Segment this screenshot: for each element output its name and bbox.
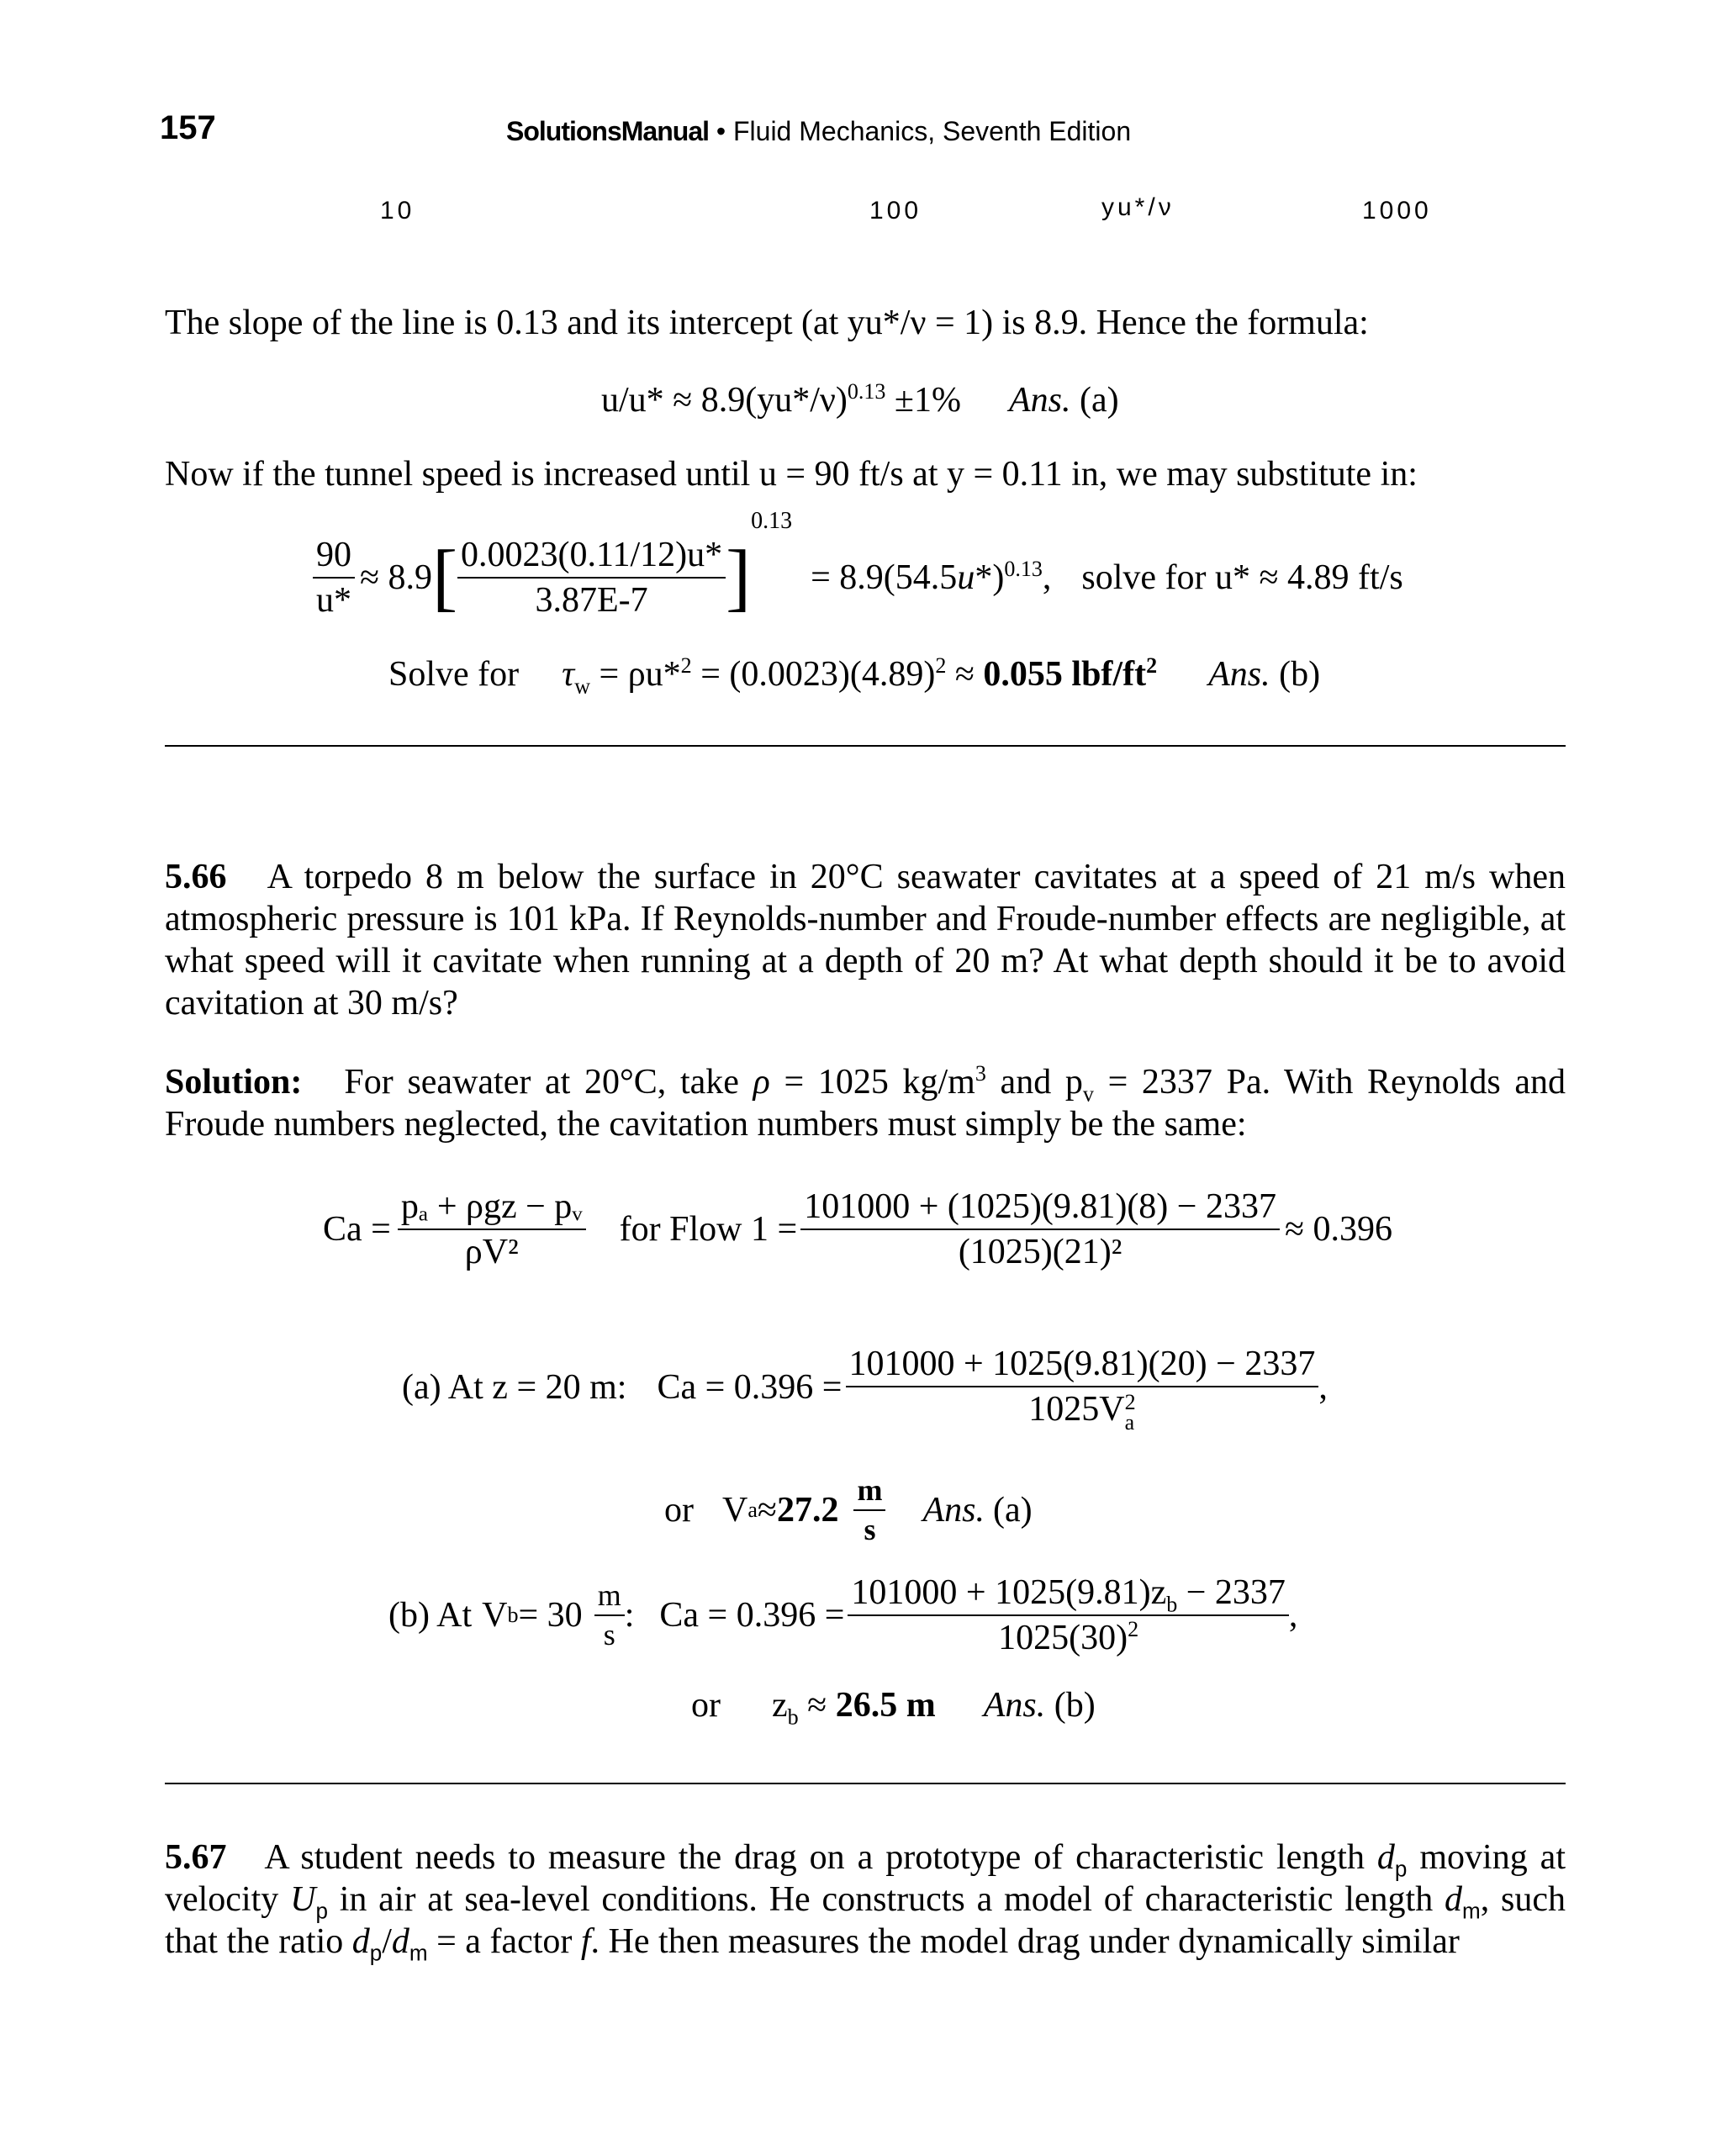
va-approx: ≈ xyxy=(757,1491,777,1530)
zb-approx: ≈ xyxy=(798,1686,836,1725)
running-header xyxy=(506,116,1131,147)
tau-line xyxy=(388,653,1321,699)
eq2-mid-exp: 0.13 xyxy=(1004,556,1043,581)
formula-line xyxy=(601,380,1119,420)
p567-text-d: , such that the ratio xyxy=(165,1880,1566,1961)
zb-value: 26.5 m xyxy=(835,1686,936,1725)
va-unit-den: s xyxy=(864,1513,876,1547)
solution-c: and p xyxy=(985,1063,1083,1102)
tau-label: Solve for xyxy=(388,655,520,694)
problem-5-66 xyxy=(165,856,1566,1024)
p567-ratio-dp: d xyxy=(351,1922,370,1961)
eq2-mid-b: *) xyxy=(975,557,1005,597)
problem-text-5-66: A torpedo 8 m below the surface in 20°C seawater cavitates at a speed of 21 m/s when atmospheric pressure is 101 kPa. If Reynolds-number and Froude-number effects are negligible, at what speed will it cavitate when running at a depth of 20 m? At what depth should it be to avoid cavitation at 30 m/s? xyxy=(165,858,1566,1023)
va-unit-num: m xyxy=(853,1473,885,1511)
flow1-num: 101000 + (1025)(9.81)(8) − 2337 xyxy=(800,1186,1280,1230)
slope-text-a: The slope of the line is 0.13 and its intercept (at xyxy=(165,304,848,342)
eq2-middle xyxy=(811,557,1051,598)
part-b-den-exp: 2 xyxy=(1128,1617,1139,1642)
p567-up: U xyxy=(290,1880,316,1919)
solution-a: For seawater at 20°C, take xyxy=(344,1063,753,1102)
section-divider-1 xyxy=(165,745,1566,747)
header-book-title: Fluid Mechanics, Seventh Edition xyxy=(732,116,1132,146)
eq2-mid-a: = 8.9(54.5 xyxy=(811,557,958,597)
tau-result: 0.055 lbf/ft xyxy=(983,655,1147,694)
solution-label: Solution: xyxy=(165,1063,303,1102)
part-b-label: (b) At xyxy=(388,1596,473,1635)
part-a-den-exp: 2 xyxy=(1124,1390,1136,1415)
flow1-label: for Flow 1 = xyxy=(619,1209,798,1249)
part-a-den xyxy=(1025,1387,1138,1435)
p567-text-b: moving at velocity xyxy=(165,1838,1566,1919)
slope-sentence xyxy=(165,303,1369,343)
p567-ratio-dm-sub: m xyxy=(409,1940,428,1966)
eq2-inner-den: 3.87E-7 xyxy=(535,581,648,620)
part-b-lhs: Ca = 0.396 = xyxy=(659,1596,845,1635)
eq2-num: 90 xyxy=(313,535,355,579)
va-symbol: V xyxy=(722,1491,748,1530)
p567-text-c: in air at sea-level conditions. He constructs a model of characteristic length xyxy=(327,1880,1445,1919)
axis-label-x: yu*/ν xyxy=(1101,193,1175,221)
eq2-fraction xyxy=(313,535,355,621)
problem-number-5-66: 5.66 xyxy=(165,858,227,896)
or-b: or xyxy=(691,1686,721,1725)
eq2-approx: ≈ 8.9 xyxy=(360,557,433,597)
part-b-equation: (b) At V b = 30 $\frac{m}{s}$ : Ca = 0.396 = $\frac{101000 + 1025(9.81)z_b - 2337}{1025(30)^2}$ , xyxy=(388,1573,1298,1658)
p567-ratio-dp-sub: p xyxy=(369,1940,383,1966)
part-b-num xyxy=(848,1572,1289,1616)
tunnel-sentence: Now if the tunnel speed is increased until u = 90 ft/s at y = 0.11 in, we may substitute in: xyxy=(165,455,1418,494)
part-a-lhs: Ca = 0.396 = xyxy=(657,1368,843,1408)
formula-exp: 0.13 xyxy=(847,379,886,404)
axis-tick-100: 100 xyxy=(869,197,922,225)
or-a: or xyxy=(664,1491,694,1530)
solution-c-sub: v xyxy=(1082,1081,1094,1107)
part-a-result: or V a ≈ 27.2 $\frac{m}{s}$ Ans. (a) xyxy=(664,1473,1033,1547)
part-a-equation xyxy=(402,1344,1328,1435)
eq2-mid-u: u xyxy=(957,557,975,597)
tau-approx: ≈ xyxy=(946,655,984,694)
eq2-inner-fraction xyxy=(457,535,726,621)
part-b-den xyxy=(995,1616,1142,1658)
cavitation-equation xyxy=(323,1170,1433,1271)
ans-a: (a) xyxy=(1079,381,1119,420)
ca-num: pₐ + ρgz − pᵥ xyxy=(398,1186,586,1230)
problem-number-5-67: 5.67 xyxy=(165,1838,227,1877)
solution-rho: ρ xyxy=(753,1063,770,1102)
p567-text-f: . He then measures the model drag under dynamically similar xyxy=(590,1922,1460,1961)
zb-ans-b: (b) xyxy=(1054,1686,1096,1725)
eq2-comma: , xyxy=(1042,557,1052,597)
va-value: 27.2 xyxy=(776,1491,839,1530)
tau-ans-b: (b) xyxy=(1279,655,1321,694)
page-number: 157 xyxy=(160,109,216,146)
eq2-solve: solve for u* ≈ 4.89 ft/s xyxy=(1081,557,1403,597)
solution-b-exp: 3 xyxy=(975,1061,986,1086)
part-a-den-base: 1025V xyxy=(1028,1390,1125,1429)
ans-label: Ans. xyxy=(1008,381,1071,420)
tau-sub: w xyxy=(574,674,591,699)
p567-text-e: = a factor xyxy=(427,1922,581,1961)
eq2-den: u* xyxy=(316,581,351,620)
tau-calc: = (0.0023)(4.89) xyxy=(691,655,936,694)
header-brand: SolutionsManual xyxy=(506,116,709,146)
vb-unit xyxy=(594,1578,625,1653)
p567-dm: d xyxy=(1445,1880,1462,1919)
part-a-label: (a) At z = 20 m: xyxy=(402,1368,627,1408)
ca-lhs: Ca = xyxy=(323,1209,391,1249)
eq2-bracket-left: [ xyxy=(432,536,458,619)
header-separator: • xyxy=(716,116,726,146)
equation-u-star: $\frac{90}{u*}$ ≈ 8.9 [ $\frac{0.0023(0.11/12)u*}{3.87E-7}$ ] 0.13 = $8.9(54.5u*)^{0.13}$, solve for u* ≈ 4.89 ft/s xyxy=(313,515,1439,599)
vb-colon: : xyxy=(624,1596,635,1635)
va-unit xyxy=(853,1473,885,1548)
va-ans-a: (a) xyxy=(992,1491,1033,1530)
formula-tol: ±1% xyxy=(885,381,961,420)
vb-unit-den: s xyxy=(603,1618,615,1652)
p567-dm-sub: m xyxy=(1462,1898,1481,1924)
part-a-num: 101000 + 1025(9.81)(20) − 2337 xyxy=(846,1344,1319,1387)
vb-unit-num: m xyxy=(594,1578,625,1616)
part-b-num-b: − 2337 xyxy=(1177,1573,1286,1612)
axis-tick-1000: 1000 xyxy=(1362,197,1432,225)
p567-ratio-dm: d xyxy=(391,1922,409,1961)
zb-symbol: z xyxy=(772,1686,788,1725)
eq2-inner-num: 0.0023(0.11/12)u* xyxy=(457,535,726,579)
slope-math: yu*/ν = 1 xyxy=(847,304,982,342)
formula-lhs: u/u* ≈ 8.9(yu*/ν) xyxy=(601,381,848,420)
p567-factor: f xyxy=(580,1922,591,1961)
solution-5-66 xyxy=(165,1061,1566,1145)
ca-fraction xyxy=(398,1186,586,1273)
tau-result-exp: 2 xyxy=(1146,653,1158,678)
part-a-comma: , xyxy=(1318,1368,1328,1408)
tau-ans-label: Ans. xyxy=(1208,655,1270,694)
flow1-fraction xyxy=(800,1186,1280,1273)
zb-ans-label: Ans. xyxy=(983,1686,1046,1725)
part-a-den-sub: a xyxy=(1124,1409,1135,1435)
flow1-result: ≈ 0.396 xyxy=(1284,1209,1393,1249)
slope-text-b: ) is 8.9. Hence the formula: xyxy=(981,304,1369,342)
p567-text-a: A student needs to measure the drag on a prototype of characteristic length xyxy=(264,1838,1377,1877)
p567-dp: d xyxy=(1376,1838,1395,1877)
solution-d: = 2337 Pa. With Reynolds and Froude numbers neglected, the cavitation numbers must simply be the same: xyxy=(165,1063,1566,1144)
tau-eq: = ρu* xyxy=(590,655,681,694)
p567-up-sub: p xyxy=(315,1898,328,1924)
p567-ratio-slash: / xyxy=(382,1922,392,1961)
tau-exp: 2 xyxy=(680,653,692,678)
part-b-num-sub: b xyxy=(1166,1592,1178,1617)
section-divider-2 xyxy=(165,1783,1566,1784)
part-b-result xyxy=(691,1685,1096,1730)
part-b-fraction xyxy=(848,1572,1289,1659)
part-a-fraction xyxy=(846,1344,1319,1435)
zb-sub: b xyxy=(787,1704,799,1730)
axis-tick-10: 10 xyxy=(380,197,415,225)
va-ans-label: Ans. xyxy=(922,1491,985,1530)
ca-den: ρV² xyxy=(464,1233,519,1271)
tau-symbol: τ xyxy=(562,655,575,694)
vb-eq: = 30 xyxy=(518,1596,583,1635)
problem-5-67 xyxy=(165,1836,1566,1966)
part-b-den-base: 1025(30) xyxy=(998,1619,1128,1658)
flow1-den: (1025)(21)² xyxy=(958,1233,1122,1271)
solution-b: = 1025 kg/m xyxy=(769,1063,975,1102)
part-b-num-a: 101000 + 1025(9.81)z xyxy=(851,1573,1167,1612)
vb-symbol: V xyxy=(482,1596,508,1635)
eq2-bracket-right: ] xyxy=(726,536,752,619)
part-b-comma: , xyxy=(1288,1596,1298,1635)
tau-calc-exp: 2 xyxy=(935,653,947,678)
p567-dp-sub: p xyxy=(1394,1856,1408,1882)
